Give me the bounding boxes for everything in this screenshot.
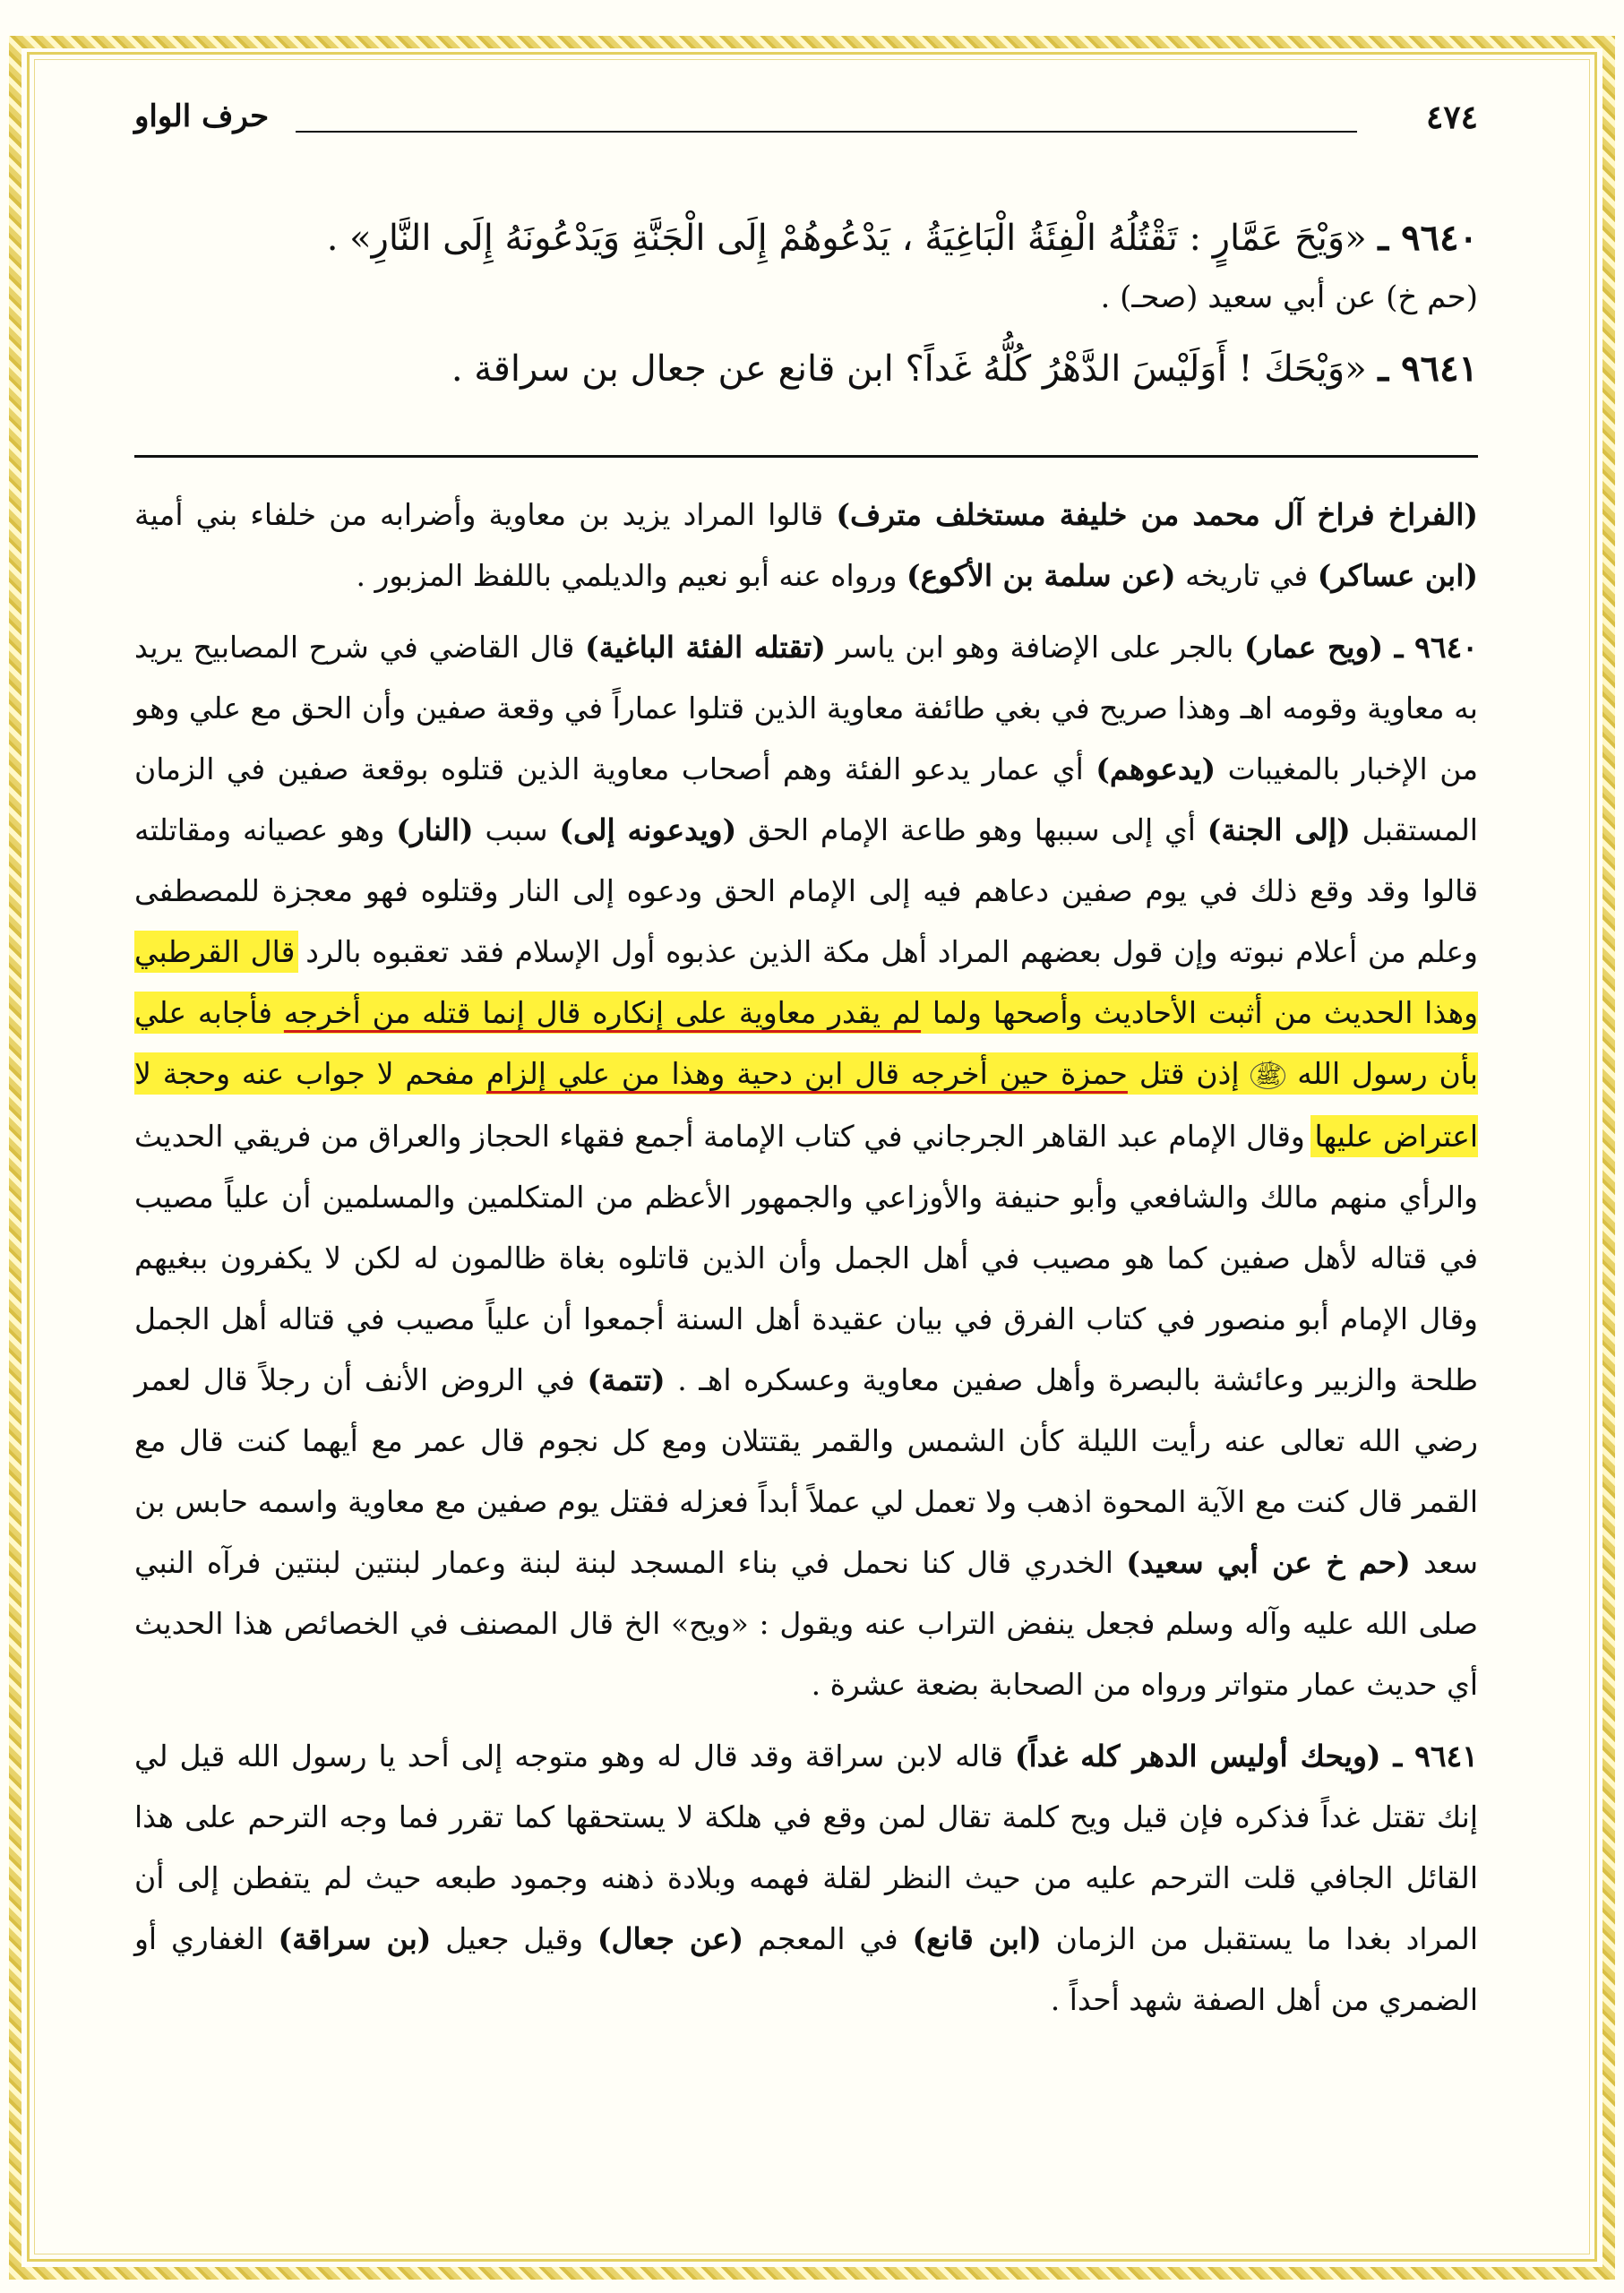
highlight-text: قال القرطبي وهذا الحديث من أثبت الأحاديث وأصحها ولما [134, 934, 1479, 1030]
bold-term: (الفراخ فراخ آل محمد من خليفة مستخلف مترف) [836, 497, 1478, 532]
underlined-text: حمزة حين أخرجه قال ابن دحية وهذا من علي إلزام [485, 1056, 1128, 1091]
header-rule [296, 131, 1357, 133]
commentary-paragraph-9640 [134, 617, 1478, 1715]
commentary-text: قاله لابن سراقة وقد قال له وهو متوجه إلى أحد يا رسول الله قيل لي إنك تقتل غداً فذكره فإن قيل ويح كلمة تقال لمن وقع في هلكة لا يستحقها كما تقرر فما وجه الترحم على هذا القائل الجافي قلت الترحم عليه من حيث النظر لقلة فهمه وبلادة ذهنه وجمود طبعه حيث لم يتفطن إلى أن المراد بغدا ما يستقبل من الزمان [134, 1739, 1478, 1956]
hadith-source: (حم خ) عن أبي سعيد (صحـ) . [1100, 279, 1478, 315]
commentary-text: أي إلى سببها وهو طاعة الإمام الحق [736, 812, 1207, 847]
running-title: حرف الواو [134, 99, 270, 134]
commentary-text: وهو عصيانه ومقاتلته قالوا وقد وقع ذلك في يوم صفين دعاهم فيه إلى الإمام الحق ودعوه إلى النار وقتلوه فهو معجزة للمصطفى وعلم من أعلام نبوته وإن قول بعضهم المراد أهل مكة الذين عذبوه أول الإسلام فقد تعقبوه بالرد [134, 812, 1478, 969]
bold-term: (ويدعونه إلى) [559, 812, 737, 847]
commentary-text: الخدري قال كنا نحمل في بناء المسجد لبنة لبنة وعمار لبنتين لبنتين فرآه النبي صلى الله عليه وآله وسلم فجعل ينفض التراب عنه ويقول : «ويح» الخ قال المصنف في الخصائص هذا الحديث أي حديث عمار متواتر ورواه من الصحابة بضعة عشرة . [134, 1545, 1478, 1702]
commentary-text: ورواه عنه أبو نعيم والديلمي باللفظ المزبور . [356, 558, 907, 593]
highlight-text: فأجابه علي بأن رسول الله [134, 995, 1478, 1091]
commentary-text: في تاريخه [1175, 558, 1318, 593]
salutation-glyph: ﷺ [1250, 1062, 1285, 1089]
bold-term: (النار) [396, 812, 474, 847]
commentary-text: في المعجم [743, 1921, 913, 1956]
commentary-text: أي عمار يدعو الفئة وهم أصحاب معاوية الذين قتلوه بوقعة صفين في الزمان المستقبل [134, 751, 1478, 847]
page-header [134, 99, 1478, 152]
bold-term: (تقتله الفئة الباغية) [585, 630, 826, 665]
commentary-text: قالوا المراد يزيد بن معاوية وأضرابه من خلفاء بني أمية [134, 497, 837, 532]
bold-term: ٩٦٤١ ـ (ويحك أوليس الدهر كله غداً) [1014, 1739, 1478, 1773]
bold-term: (ابن قانع) [912, 1921, 1042, 1956]
commentary-text: الغفاري أو الضمري من أهل الصفة شهد أحداً . [134, 1921, 1478, 2017]
hadith-number: ٩٦٤٠ ـ [1378, 217, 1478, 259]
bold-term: (يدعوهم) [1096, 751, 1216, 786]
hadith-number: ٩٦٤١ ـ [1378, 348, 1478, 390]
hadith-text: «وَيْحَكَ ! أَوَلَيْسَ الدَّهْرُ كُلُّهُ غَداً؟ ابن قانع عن جعال بن سراقة . [451, 348, 1367, 390]
hadith-text: «وَيْحَ عَمَّارٍ : تَقْتُلُهُ الْفِئَةُ الْبَاغِيَةُ ، يَدْعُوهُمْ إِلَى الْجَنَّةِ وَيَدْعُونَهُ إِلَى النَّارِ» . [326, 218, 1367, 259]
commentary-text: بالجر على الإضافة وهو ابن ياسر [825, 630, 1244, 665]
bold-term: (بن سراقة) [278, 1921, 432, 1956]
bold-term: (ابن عساكر) [1317, 558, 1478, 593]
bold-term: (حم خ عن أبي سعيد) [1126, 1545, 1411, 1580]
bold-term: (تتمة) [587, 1362, 666, 1397]
page-content [134, 90, 1478, 2041]
hadith-9640 [134, 206, 1478, 271]
bold-term: (عن جعال) [597, 1921, 744, 1956]
bold-term: (إلى الجنة) [1207, 812, 1351, 847]
commentary-text: سبب [473, 812, 560, 847]
bold-term: ٩٦٤٠ ـ (ويح عمار) [1244, 630, 1479, 665]
commentary-paragraph-1 [134, 485, 1478, 606]
page-number: ٤٧٤ [1425, 99, 1478, 136]
commentary-text: قال القاضي في شرح المصابيح يريد به معاوية وقومه اهـ وهذا صريح في بغي طائفة معاوية الذين قتلوا عماراً في وقعة صفين وأن الحق مع علي وهو من الإخبار بالمغيبات [134, 630, 1479, 786]
commentary-text: في الروض الأنف أن رجلاً قال لعمر رضي الله تعالى عنه رأيت الليلة كأن الشمس والقمر يقتتلان ومع كل نجوم قال عمر مع أيهما كنت قال مع القمر قال كنت مع الآية المحوة اذهب ولا تعمل لي عملاً أبداً فعزله فقتل يوم صفين مع معاوية واسمه حابس بن سعد [134, 1362, 1478, 1580]
hadith-9641 [134, 337, 1478, 401]
commentary-paragraph-9641 [134, 1726, 1478, 2031]
commentary-text: وقال الإمام عبد القاهر الجرجاني في كتاب الإمامة أجمع فقهاء الحجاز والعراق من فريقي الحديث والرأي منهم مالك والشافعي وأبو حنيفة والأوزاعي والجمهور الأعظم من المتكلمين والمسلمين أن علياً مصيب في قتاله لأهل صفين كما هو مصيب في أهل الجمل وأن الذين قاتلوه بغاة ظالمون له لكن لا يكفرون ببغيهم وقال الإمام أبو منصور في كتاب الفرق في بيان عقيدة أهل السنة أجمعوا أن علياً مصيب في قتاله أهل الجمل طلحة والزبير وعائشة بالبصرة وأهل صفين معاوية وعسكره اهـ . [134, 1119, 1478, 1397]
highlight-text: مفحم لا جواب عنه وحجة لا اعتراض عليها [134, 1056, 1479, 1154]
commentary-text: وقيل جعيل [431, 1921, 597, 1956]
bold-term: (عن سلمة بن الأكوع) [907, 558, 1176, 593]
highlight-text: إذن قتل [1127, 1056, 1251, 1091]
underlined-text: لم يقدر معاوية على إنكاره قال إنما قتله من أخرجه [283, 995, 922, 1030]
section-divider [134, 455, 1478, 458]
